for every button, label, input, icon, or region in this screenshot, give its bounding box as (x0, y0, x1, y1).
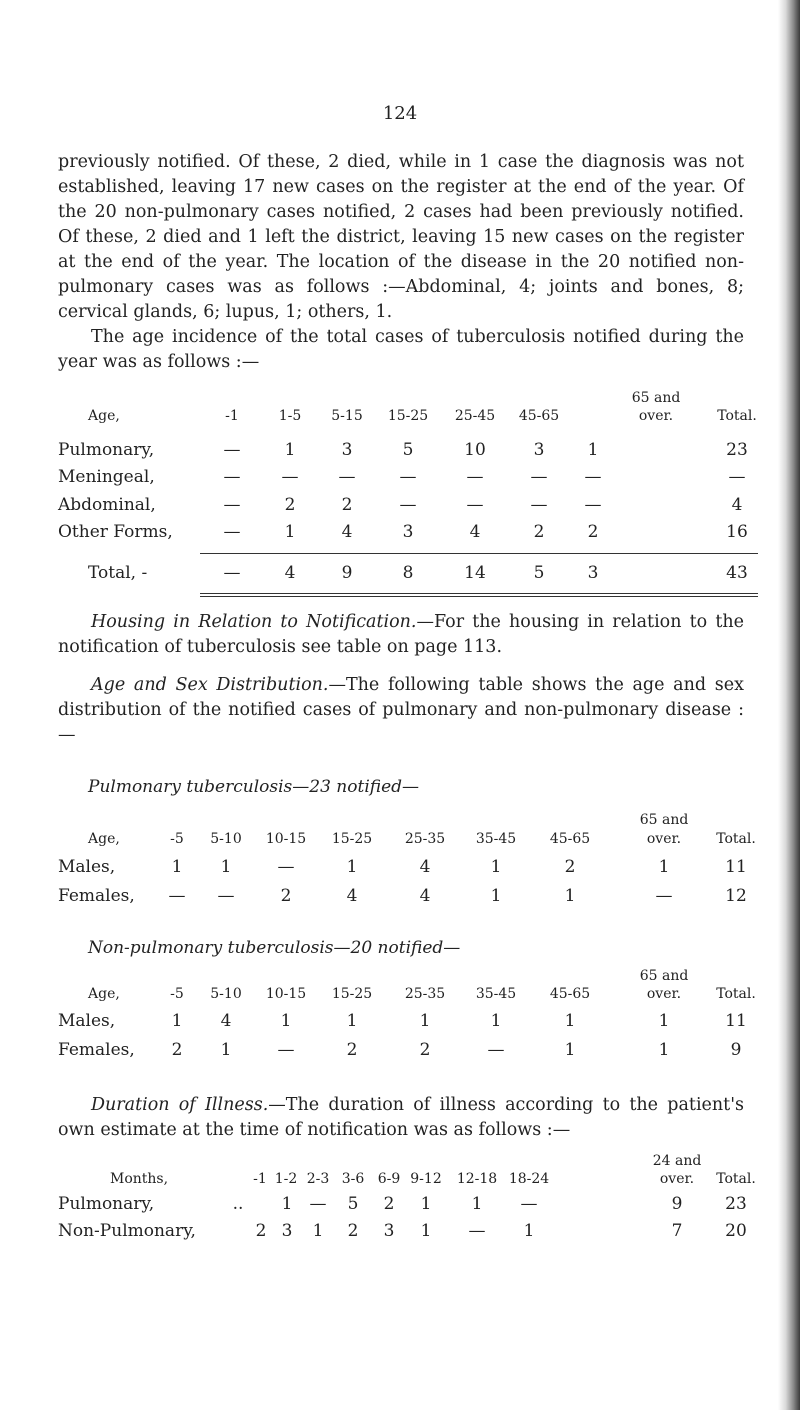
cell: 4 (284, 563, 296, 583)
cell: 5 (533, 563, 545, 583)
cell: 7 (671, 1221, 683, 1241)
cell: 1 (420, 1221, 432, 1241)
cell: — (277, 1040, 295, 1060)
cell: 1 (658, 1040, 670, 1060)
header-cell: 2-3 (306, 1171, 330, 1187)
cell: 3 (533, 440, 545, 460)
row-label: Pulmonary, (58, 1194, 155, 1214)
cell: — (655, 886, 673, 906)
cell: 2 (284, 495, 296, 515)
cell: 4 (731, 495, 743, 515)
housing-text: —For the housing in relation to the notification of tuberculosis see table on page 113. (58, 612, 744, 657)
cell: 8 (402, 563, 414, 583)
table-row (0, 1194, 800, 1218)
header-cell: 3-6 (341, 1171, 365, 1187)
cell: — (399, 467, 417, 487)
cell: 1 (564, 1011, 576, 1031)
table1-header-cell: 15-25 (387, 408, 429, 424)
cell: 2 (280, 886, 292, 906)
row-label: Other Forms, (58, 522, 173, 542)
header-cell: 45-65 (549, 831, 591, 847)
age-incidence-intro: The age incidence of the total cases of tuberculosis notified during the year was as follows :— (58, 327, 744, 372)
table1-header-65and: 65 and (631, 390, 681, 406)
cell: 2 (533, 522, 545, 542)
cell: 20 (725, 1221, 747, 1241)
cell: 23 (726, 440, 748, 460)
table1-header-cell: 45-65 (518, 408, 560, 424)
header-cell: 25-35 (404, 831, 446, 847)
table1-header-cell: Total. (717, 408, 757, 424)
header-cell: 6-9 (377, 1171, 401, 1187)
cell: 14 (464, 563, 486, 583)
cell: 1 (281, 1194, 293, 1214)
housing-paragraph (58, 610, 744, 660)
header-cell: 10-15 (265, 986, 307, 1002)
cell: — (466, 495, 484, 515)
cell: — (520, 1194, 538, 1214)
cell: 1 (587, 440, 599, 460)
header-cell: 12-18 (456, 1171, 498, 1187)
nonpulm-header-row (0, 986, 800, 1010)
cell: 5 (347, 1194, 359, 1214)
cell: 3 (281, 1221, 293, 1241)
header-cell: Age, (88, 986, 120, 1002)
header-cell: over. (646, 831, 682, 847)
cell: 1 (490, 886, 502, 906)
cell: 9 (341, 563, 353, 583)
cell: 3 (341, 440, 353, 460)
cell: — (338, 467, 356, 487)
table1-header-age: Age, (88, 408, 120, 424)
duration-header-row (0, 1171, 800, 1195)
agesex-text: —The following table shows the age and sex distribution of the notified cases of pulmonary and non-pulmonary disease :— (58, 675, 744, 745)
duration-header-24and: 24 and (652, 1153, 702, 1169)
header-cell: 5-10 (210, 986, 242, 1002)
header-cell: 10-15 (265, 831, 307, 847)
table1-total-row (0, 563, 800, 587)
cell: 11 (725, 857, 747, 877)
header-cell: 15-25 (331, 831, 373, 847)
cell: 23 (725, 1194, 747, 1214)
header-cell: 1-2 (274, 1171, 298, 1187)
nonpulm-header-65and: 65 and (639, 968, 689, 984)
row-label: Abdominal, (58, 495, 156, 515)
table-row (0, 522, 800, 546)
cell: — (217, 886, 235, 906)
cell: 1 (564, 886, 576, 906)
row-label: Non-Pulmonary, (58, 1221, 196, 1241)
cell: 11 (725, 1011, 747, 1031)
cell: 1 (658, 1011, 670, 1031)
cell: 4 (341, 522, 353, 542)
table-row (0, 440, 800, 464)
header-cell: over. (659, 1171, 695, 1187)
cell: — (281, 467, 299, 487)
cell: — (223, 440, 241, 460)
cell: 2 (564, 857, 576, 877)
cell: 3 (383, 1221, 395, 1241)
duration-paragraph (58, 1093, 744, 1143)
cell: 1 (564, 1040, 576, 1060)
cell: 1 (346, 857, 358, 877)
cell: — (466, 467, 484, 487)
cell: 1 (490, 857, 502, 877)
table1-header-cell: 1-5 (278, 408, 302, 424)
cell: — (584, 495, 602, 515)
cell: 1 (220, 1040, 232, 1060)
header-cell: 18-24 (508, 1171, 550, 1187)
header-cell: 35-45 (475, 986, 517, 1002)
header-cell: Total. (716, 831, 756, 847)
table1-header-cell: -1 (225, 408, 239, 424)
cell: — (530, 495, 548, 515)
cell: — (530, 467, 548, 487)
header-cell: 25-35 (404, 986, 446, 1002)
table1-rule-top (200, 553, 758, 554)
cell: 12 (725, 886, 747, 906)
header-cell: Age, (88, 831, 120, 847)
header-cell: 15-25 (331, 986, 373, 1002)
cell: — (468, 1221, 486, 1241)
cell: 4 (419, 857, 431, 877)
table1-header-row (0, 408, 800, 432)
table-row (0, 1221, 800, 1245)
cell: — (223, 522, 241, 542)
table-row (0, 1011, 800, 1035)
cell: 1 (471, 1194, 483, 1214)
header-cell: -5 (170, 831, 184, 847)
cell: 1 (284, 522, 296, 542)
header-cell: Total. (716, 1171, 756, 1187)
header-cell: over. (646, 986, 682, 1002)
cell: 4 (469, 522, 481, 542)
cell: 2 (383, 1194, 395, 1214)
table-row (0, 467, 800, 491)
cell: 9 (671, 1194, 683, 1214)
cell: 43 (726, 563, 748, 583)
cell: 1 (420, 1194, 432, 1214)
cell: 1 (171, 857, 183, 877)
cell: 3 (402, 522, 414, 542)
nonpulmonary-title: Non-pulmonary tuberculosis—20 notified— (88, 938, 461, 958)
table1-rule-bottom (200, 593, 758, 597)
table-row (0, 495, 800, 519)
header-cell: 35-45 (475, 831, 517, 847)
cell: 9 (730, 1040, 742, 1060)
table-row (0, 1040, 800, 1064)
header-cell: 9-12 (410, 1171, 442, 1187)
header-cell: 5-10 (210, 831, 242, 847)
cell: 4 (346, 886, 358, 906)
cell: 1 (312, 1221, 324, 1241)
row-label: Males, (58, 857, 116, 877)
header-cell: -1 (253, 1171, 267, 1187)
cell: 3 (587, 563, 599, 583)
table-row (0, 886, 800, 910)
agesex-paragraph (58, 673, 744, 748)
row-label: Females, (58, 886, 135, 906)
cell: 4 (419, 886, 431, 906)
cell: 1 (419, 1011, 431, 1031)
table1-header-cell: 5-15 (331, 408, 363, 424)
cell: 1 (280, 1011, 292, 1031)
cell: 2 (255, 1221, 267, 1241)
housing-heading: Housing in Relation to Notification. (91, 612, 417, 632)
page-number: 124 (382, 103, 418, 124)
cell: — (223, 563, 241, 583)
duration-text: —The duration of illness according to the patient's own estimate at the time of notification was as follows :— (58, 1095, 744, 1140)
table1-header-cell: 25-45 (454, 408, 496, 424)
pulm-header-65and: 65 and (639, 812, 689, 828)
agesex-heading: Age and Sex Distribution. (91, 675, 329, 695)
row-label: Pulmonary, (58, 440, 155, 460)
cell: 2 (341, 495, 353, 515)
header-cell: Months, (110, 1171, 169, 1187)
cell: — (277, 857, 295, 877)
cell: .. (232, 1194, 244, 1214)
cell: 1 (490, 1011, 502, 1031)
cell: — (223, 467, 241, 487)
cell: 1 (220, 857, 232, 877)
row-label: Females, (58, 1040, 135, 1060)
cell: 5 (402, 440, 414, 460)
cell: 2 (587, 522, 599, 542)
pulmonary-title: Pulmonary tuberculosis—23 notified— (88, 777, 420, 797)
cell: 1 (284, 440, 296, 460)
cell: — (223, 495, 241, 515)
row-label: Males, (58, 1011, 116, 1031)
cell: — (309, 1194, 327, 1214)
cell: — (487, 1040, 505, 1060)
table1-header-cell: over. (638, 408, 674, 424)
cell: 2 (346, 1040, 358, 1060)
cell: 16 (726, 522, 748, 542)
cell: — (168, 886, 186, 906)
cell: 2 (419, 1040, 431, 1060)
table-row (0, 857, 800, 881)
cell: 2 (347, 1221, 359, 1241)
cell: 1 (171, 1011, 183, 1031)
cell: 1 (658, 857, 670, 877)
cell: 10 (464, 440, 486, 460)
header-cell: Total. (716, 986, 756, 1002)
cell: — (584, 467, 602, 487)
cell: 1 (346, 1011, 358, 1031)
pulm-header-row (0, 831, 800, 855)
header-cell: -5 (170, 986, 184, 1002)
header-cell: 45-65 (549, 986, 591, 1002)
intro-paragraph: previously notified. Of these, 2 died, while in 1 case the diagnosis was not established, leaving 17 new cases on the register at the end of the year. Of the 20 non-pulmonary cases notified, 2 cases had been previously notified. Of these, 2 died and 1 left the district, leaving 15 new cases on the register at the end of the year. The location of the disease in the 20 notified non-pulmonary cases was as follows :—Abdominal, 4; joints and bones, 8; cervical glands, 6; lupus, 1; others, 1. (58, 152, 744, 322)
cell: 1 (523, 1221, 535, 1241)
cell: 4 (220, 1011, 232, 1031)
cell: — (399, 495, 417, 515)
row-label: Meningeal, (58, 467, 155, 487)
cell: 2 (171, 1040, 183, 1060)
duration-heading: Duration of Illness. (91, 1095, 269, 1115)
row-label: Total, - (88, 563, 148, 583)
cell: — (728, 467, 746, 487)
